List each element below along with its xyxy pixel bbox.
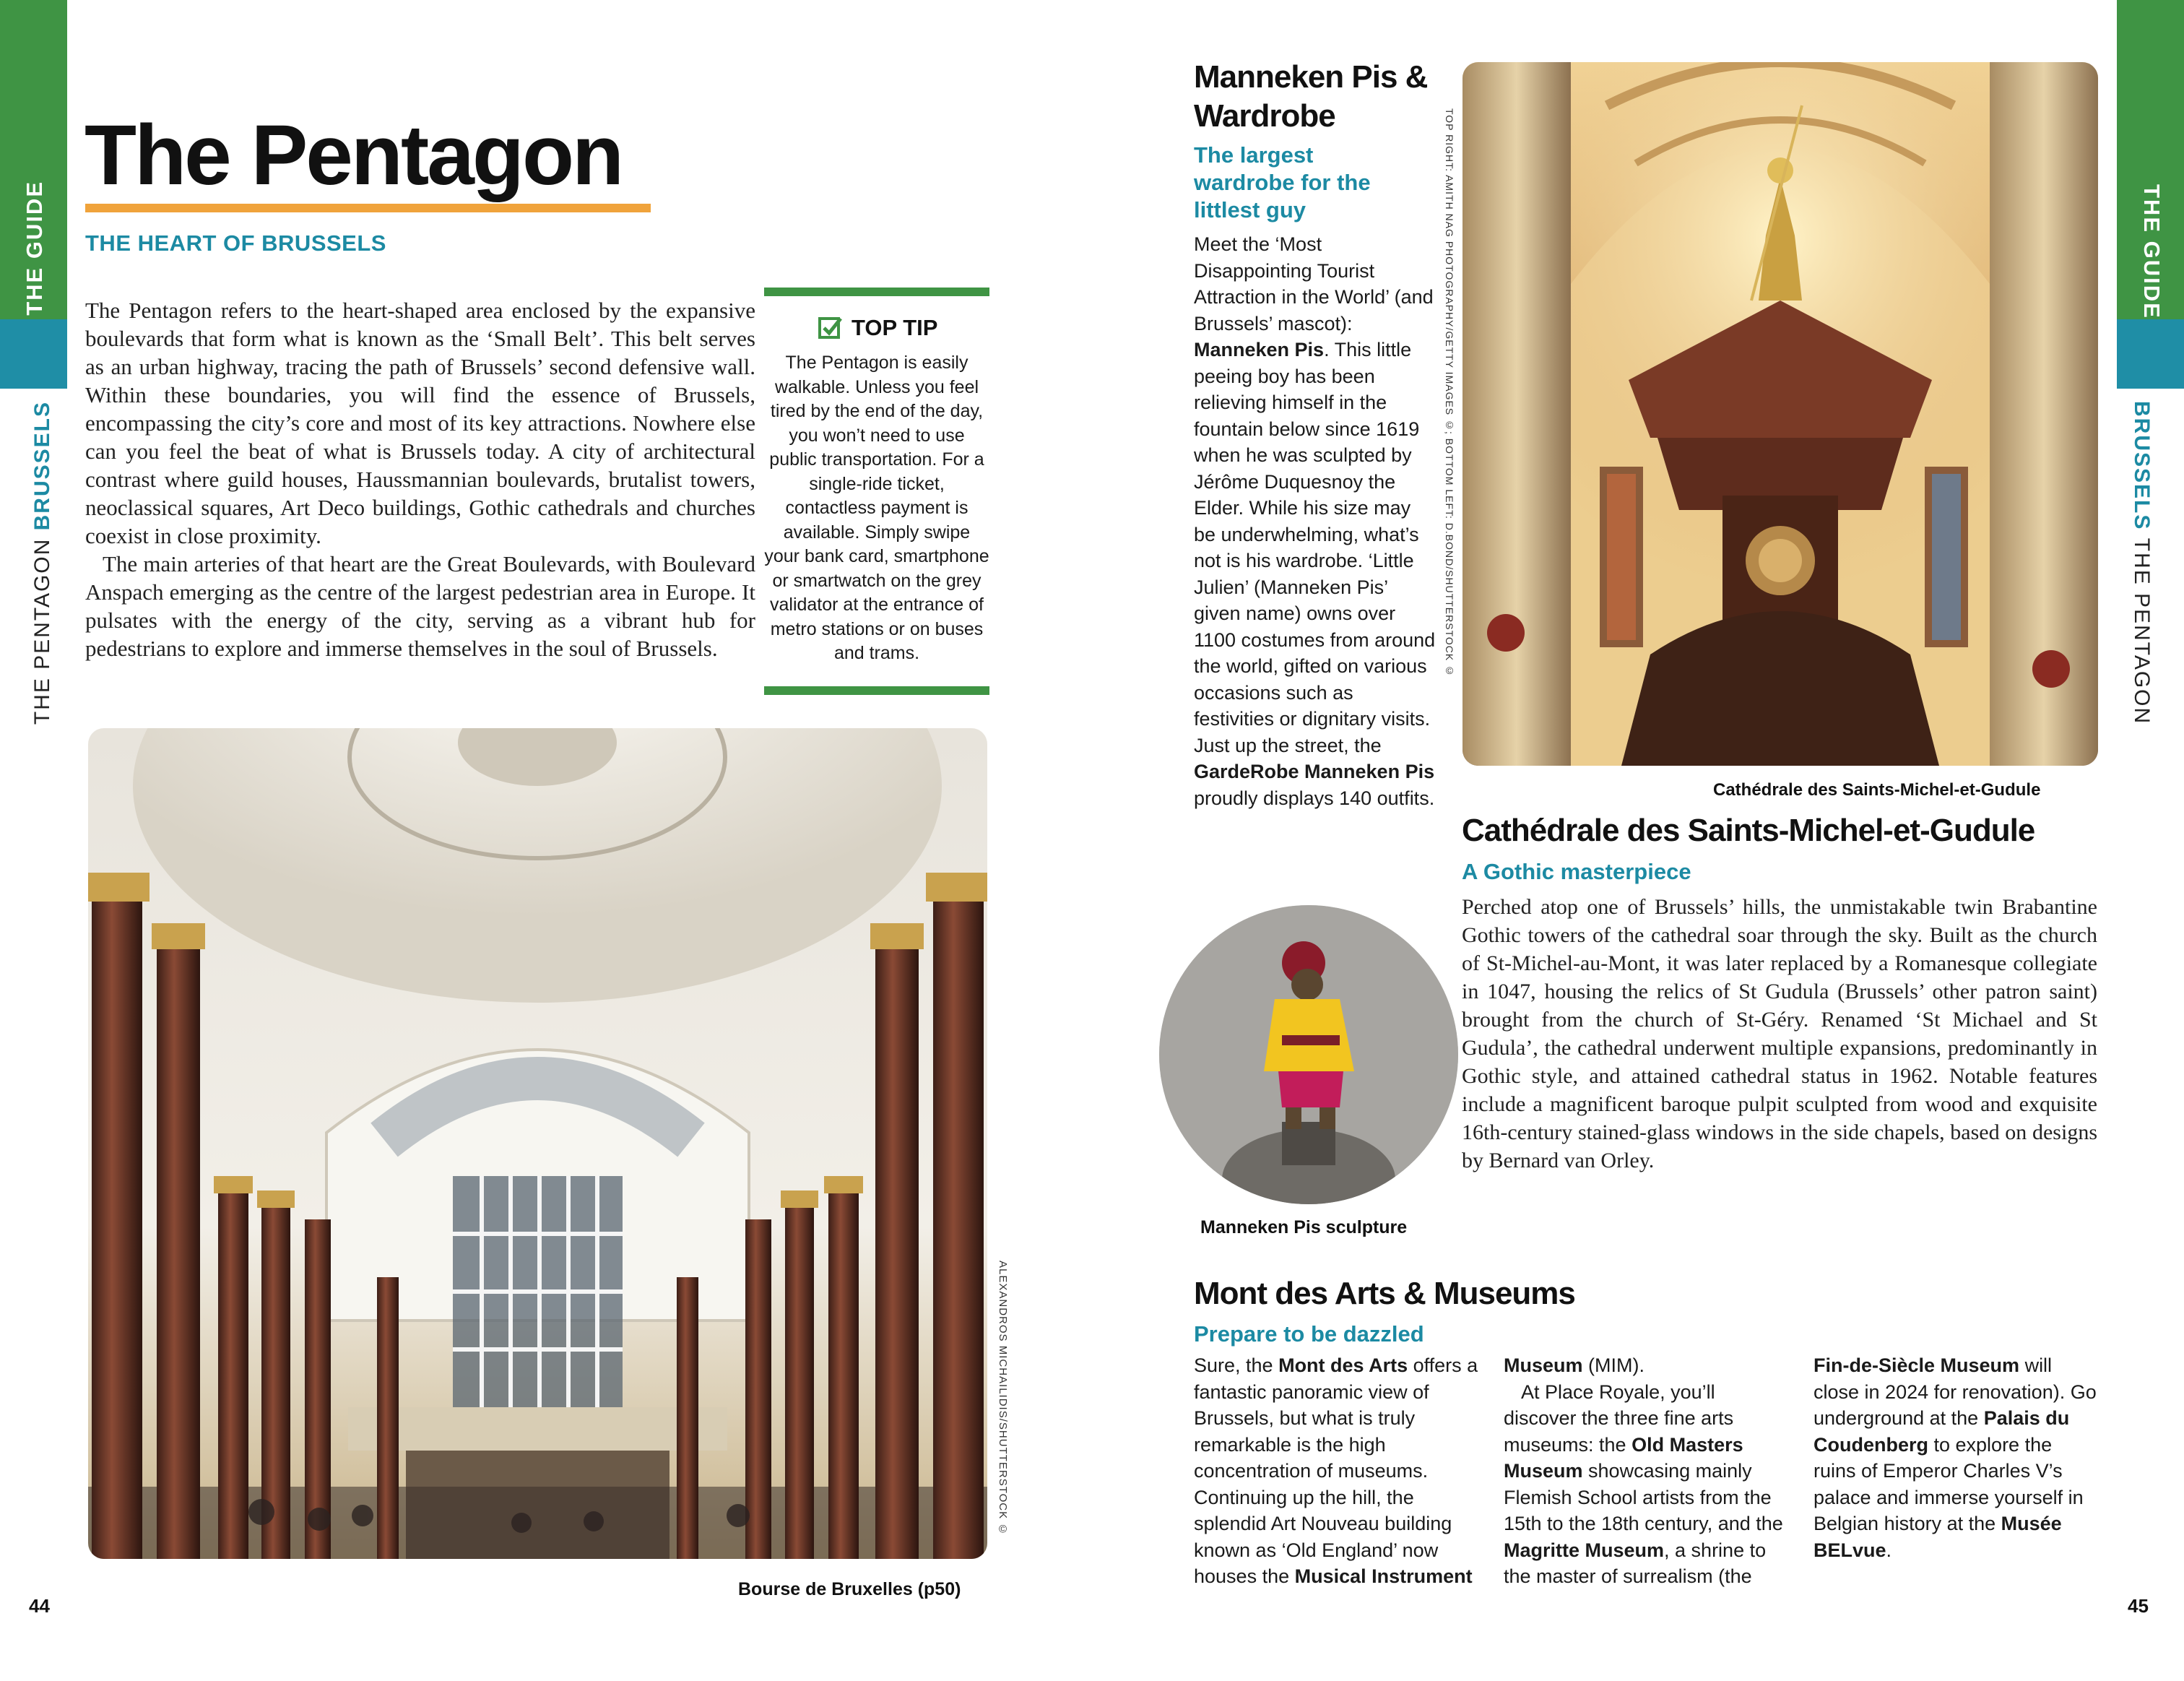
manneken-photo — [1159, 905, 1458, 1204]
mont-c3-bold-3: Musée BELvue — [1814, 1513, 2062, 1561]
mont-c2-text-1: (MIM). — [1582, 1354, 1645, 1376]
top-tip-label: TOP TIP — [852, 315, 938, 340]
manneken-title-line-2: Wardrobe — [1194, 98, 1335, 134]
page-subtitle: THE HEART OF BRUSSELS — [85, 230, 386, 256]
mont-c1-bold-2: Musical Instrument — [1294, 1565, 1473, 1587]
mont-title: Mont des Arts & Museums — [1194, 1276, 1575, 1311]
right-tab-brussels — [2117, 319, 2184, 389]
mont-column-2 — [1504, 1352, 1793, 1590]
left-tab-brussels — [0, 319, 67, 389]
cathedral-photo — [1462, 62, 2098, 766]
mont-c2-para-1 — [1504, 1352, 1793, 1379]
manneken-bold-2: GardeRobe Manneken Pis — [1194, 761, 1435, 782]
right-photo-credit: TOP RIGHT: AMITH NAG PHOTOGRAPHY/GETTY IMAGES ©; BOTTOM LEFT: D.BOND/SHUTTERSTOCK © — [1444, 108, 1455, 678]
mont-c1-bold-1: Mont des Arts — [1278, 1354, 1408, 1376]
right-page-number: 45 — [2128, 1595, 2149, 1617]
right-running-head-plain: THE PENTAGON — [2130, 537, 2154, 725]
title-underline — [85, 204, 651, 212]
manneken-subtitle-line-2: wardrobe for the — [1194, 170, 1371, 195]
cathedral-title: Cathédrale des Saints-Michel-et-Gudule — [1462, 813, 2035, 848]
manneken-subtitle — [1194, 142, 1439, 224]
manneken-section — [1194, 58, 1439, 811]
mont-c2-bold-1: Museum — [1504, 1354, 1583, 1376]
mont-subtitle: Prepare to be dazzled — [1194, 1321, 1424, 1347]
bourse-photo-credit: ALEXANDROS MICHAILIDIS/SHUTTERSTOCK © — [997, 1261, 1009, 1537]
mont-c2-text-3: showcasing mainly Flemish School artists from the 15th to the 18th century, and the — [1504, 1460, 1783, 1534]
bourse-caption: Bourse de Bruxelles (p50) — [738, 1579, 961, 1599]
cathedral-caption: Cathédrale des Saints-Michel-et-Gudule — [1713, 780, 2041, 800]
manneken-subtitle-line-1: The largest — [1194, 142, 1314, 168]
top-tip-bottom-rule — [764, 686, 989, 695]
left-running-head-bold: BRUSSELS — [30, 401, 54, 531]
manneken-text — [1194, 231, 1436, 811]
mont-c3-text-2: to explore the ruins of Emperor Charles V’s palace and immerse yourself in Belgian history at the — [1814, 1433, 2084, 1534]
mont-c1-text-2: offers a fantastic panoramic view of Brussels, but what is truly remarkable is the high concentration of museums. Continuing up the hill, the splendid Art Nouveau building known as ‘Old England’ now houses the — [1194, 1354, 1478, 1587]
manneken-subtitle-line-3: littlest guy — [1194, 197, 1306, 222]
left-tab-guide-label: THE GUIDE — [22, 181, 47, 316]
checkbox-icon — [818, 316, 843, 340]
mont-c2-text-4: , a shrine to the master of surrealism (the — [1504, 1539, 1767, 1587]
mont-c2-bold-2: Old Masters Museum — [1504, 1433, 1743, 1482]
manneken-title-line-1: Manneken Pis & — [1194, 59, 1428, 95]
intro-paragraph-1: The Pentagon refers to the heart-shaped area enclosed by the expansive boulevards that form what is known as the ‘Small Belt’. This belt serves as an urban highway, tracing the path of Brussels’ second defensive wall. Within these boundaries, you will find the essence of Brussels, encompassing the city’s core and most of its key attractions. Nowhere else can you feel the beat of what is Brussels today. A city of architectural contrast where guild houses, Haussmannian boulevards, brutalist towers, neoclassical squares, Art Deco buildings, Gothic cathedrals and churches coexist in close proximity. — [85, 298, 755, 548]
mont-c2-text-2: At Place Royale, you’ll discover the three fine arts museums: the — [1504, 1380, 1734, 1456]
cathedral-text: Perched atop one of Brussels’ hills, the unmistakable twin Brabantine Gothic towers of the cathedral soar through the sky. Built as the church of St-Michel-au-Mont, it was later replaced by a Romanesque collegiate in 1047, housing the relics of St Gudula (Brussels’ other patron saint) brought from the church of St-Géry. Renamed ‘St Michael and St Gudula’, the cathedral underwent multiple expansions, predominantly in Gothic style, and attained cathedral status in 1962. Notable features include a magnificent baroque pulpit sculpted from wood and exquisite 16th-century stained-glass windows in the side chapels, based on designs by Bernard van Orley. — [1462, 895, 2097, 1172]
left-page-number: 44 — [29, 1595, 50, 1617]
page-title: The Pentagon — [84, 108, 623, 203]
bourse-illustration — [88, 728, 987, 1559]
manneken-text-2: . This little peeing boy has been relieving himself in the fountain below since 1619 when he was sculpted by Jérôme Duquesnoy the Elder. While his size may be underwhelming, what’s not is his wardrobe. ‘Little Julien’ (Manneken Pis’ given name) owns over 1100 costumes from around the world, gifted on various occasions such as festivities or dignitary visits. Just up the street, the — [1194, 339, 1436, 756]
manneken-text-1: Meet the ‘Most Disappointing Tourist Attraction in the World’ (and Brussels’ mascot): — [1194, 233, 1434, 334]
intro-text — [85, 296, 755, 662]
mont-c3-bold-2: Palais du Coudenberg — [1814, 1407, 2070, 1456]
bourse-photo — [88, 728, 987, 1559]
intro-paragraph-2: The main arteries of that heart are the Great Boulevards, with Boulevard Anspach emerging as the centre of the largest pedestrian area in Europe. It pulsates with the energy of the city, serving as a vibrant hub for pedestrians to explore and immerse themselves in the soul of Brussels. — [85, 551, 755, 661]
mont-column-3 — [1814, 1352, 2099, 1563]
manneken-title — [1194, 58, 1439, 136]
manneken-caption: Manneken Pis sculpture — [1200, 1217, 1408, 1237]
manneken-illustration — [1159, 905, 1458, 1204]
top-tip-box — [764, 288, 989, 695]
mont-c3-text-1: will close in 2024 for renovation). Go underground at the — [1814, 1354, 2097, 1429]
right-tab-guide — [2117, 0, 2184, 319]
mont-c1-text-1: Sure, the — [1194, 1354, 1279, 1376]
left-tab-guide — [0, 0, 67, 319]
mont-c2-para-2 — [1504, 1379, 1793, 1590]
mont-column-1 — [1194, 1352, 1483, 1590]
top-tip-text: The Pentagon is easily walkable. Unless you feel tired by the end of the day, you won’t need to use public transportation. For a single-ride ticket, contactless payment is available. Simply swipe your bank card, smartphone or smartwatch on the grey validator at the entrance of metro stations or on buses and trams. — [764, 353, 989, 663]
mont-c2-bold-3: Magritte Museum — [1504, 1539, 1665, 1561]
top-tip-header — [818, 314, 937, 342]
left-running-head-plain: THE PENTAGON — [30, 537, 54, 725]
right-running-head-bold: BRUSSELS — [2130, 401, 2154, 531]
right-running-head — [2129, 401, 2154, 725]
mont-c3-text-3: . — [1886, 1539, 1892, 1561]
left-running-head — [30, 401, 55, 725]
cathedral-subtitle: A Gothic masterpiece — [1462, 859, 1691, 884]
manneken-bold-1: Manneken Pis — [1194, 339, 1325, 360]
manneken-text-3: proudly displays 140 outfits. — [1194, 787, 1435, 809]
right-tab-guide-label: THE GUIDE — [2139, 184, 2164, 319]
mont-c3-bold-1: Fin-de-Siècle Museum — [1814, 1354, 2020, 1376]
top-tip-top-rule — [764, 288, 989, 296]
cathedral-illustration — [1462, 62, 2098, 766]
